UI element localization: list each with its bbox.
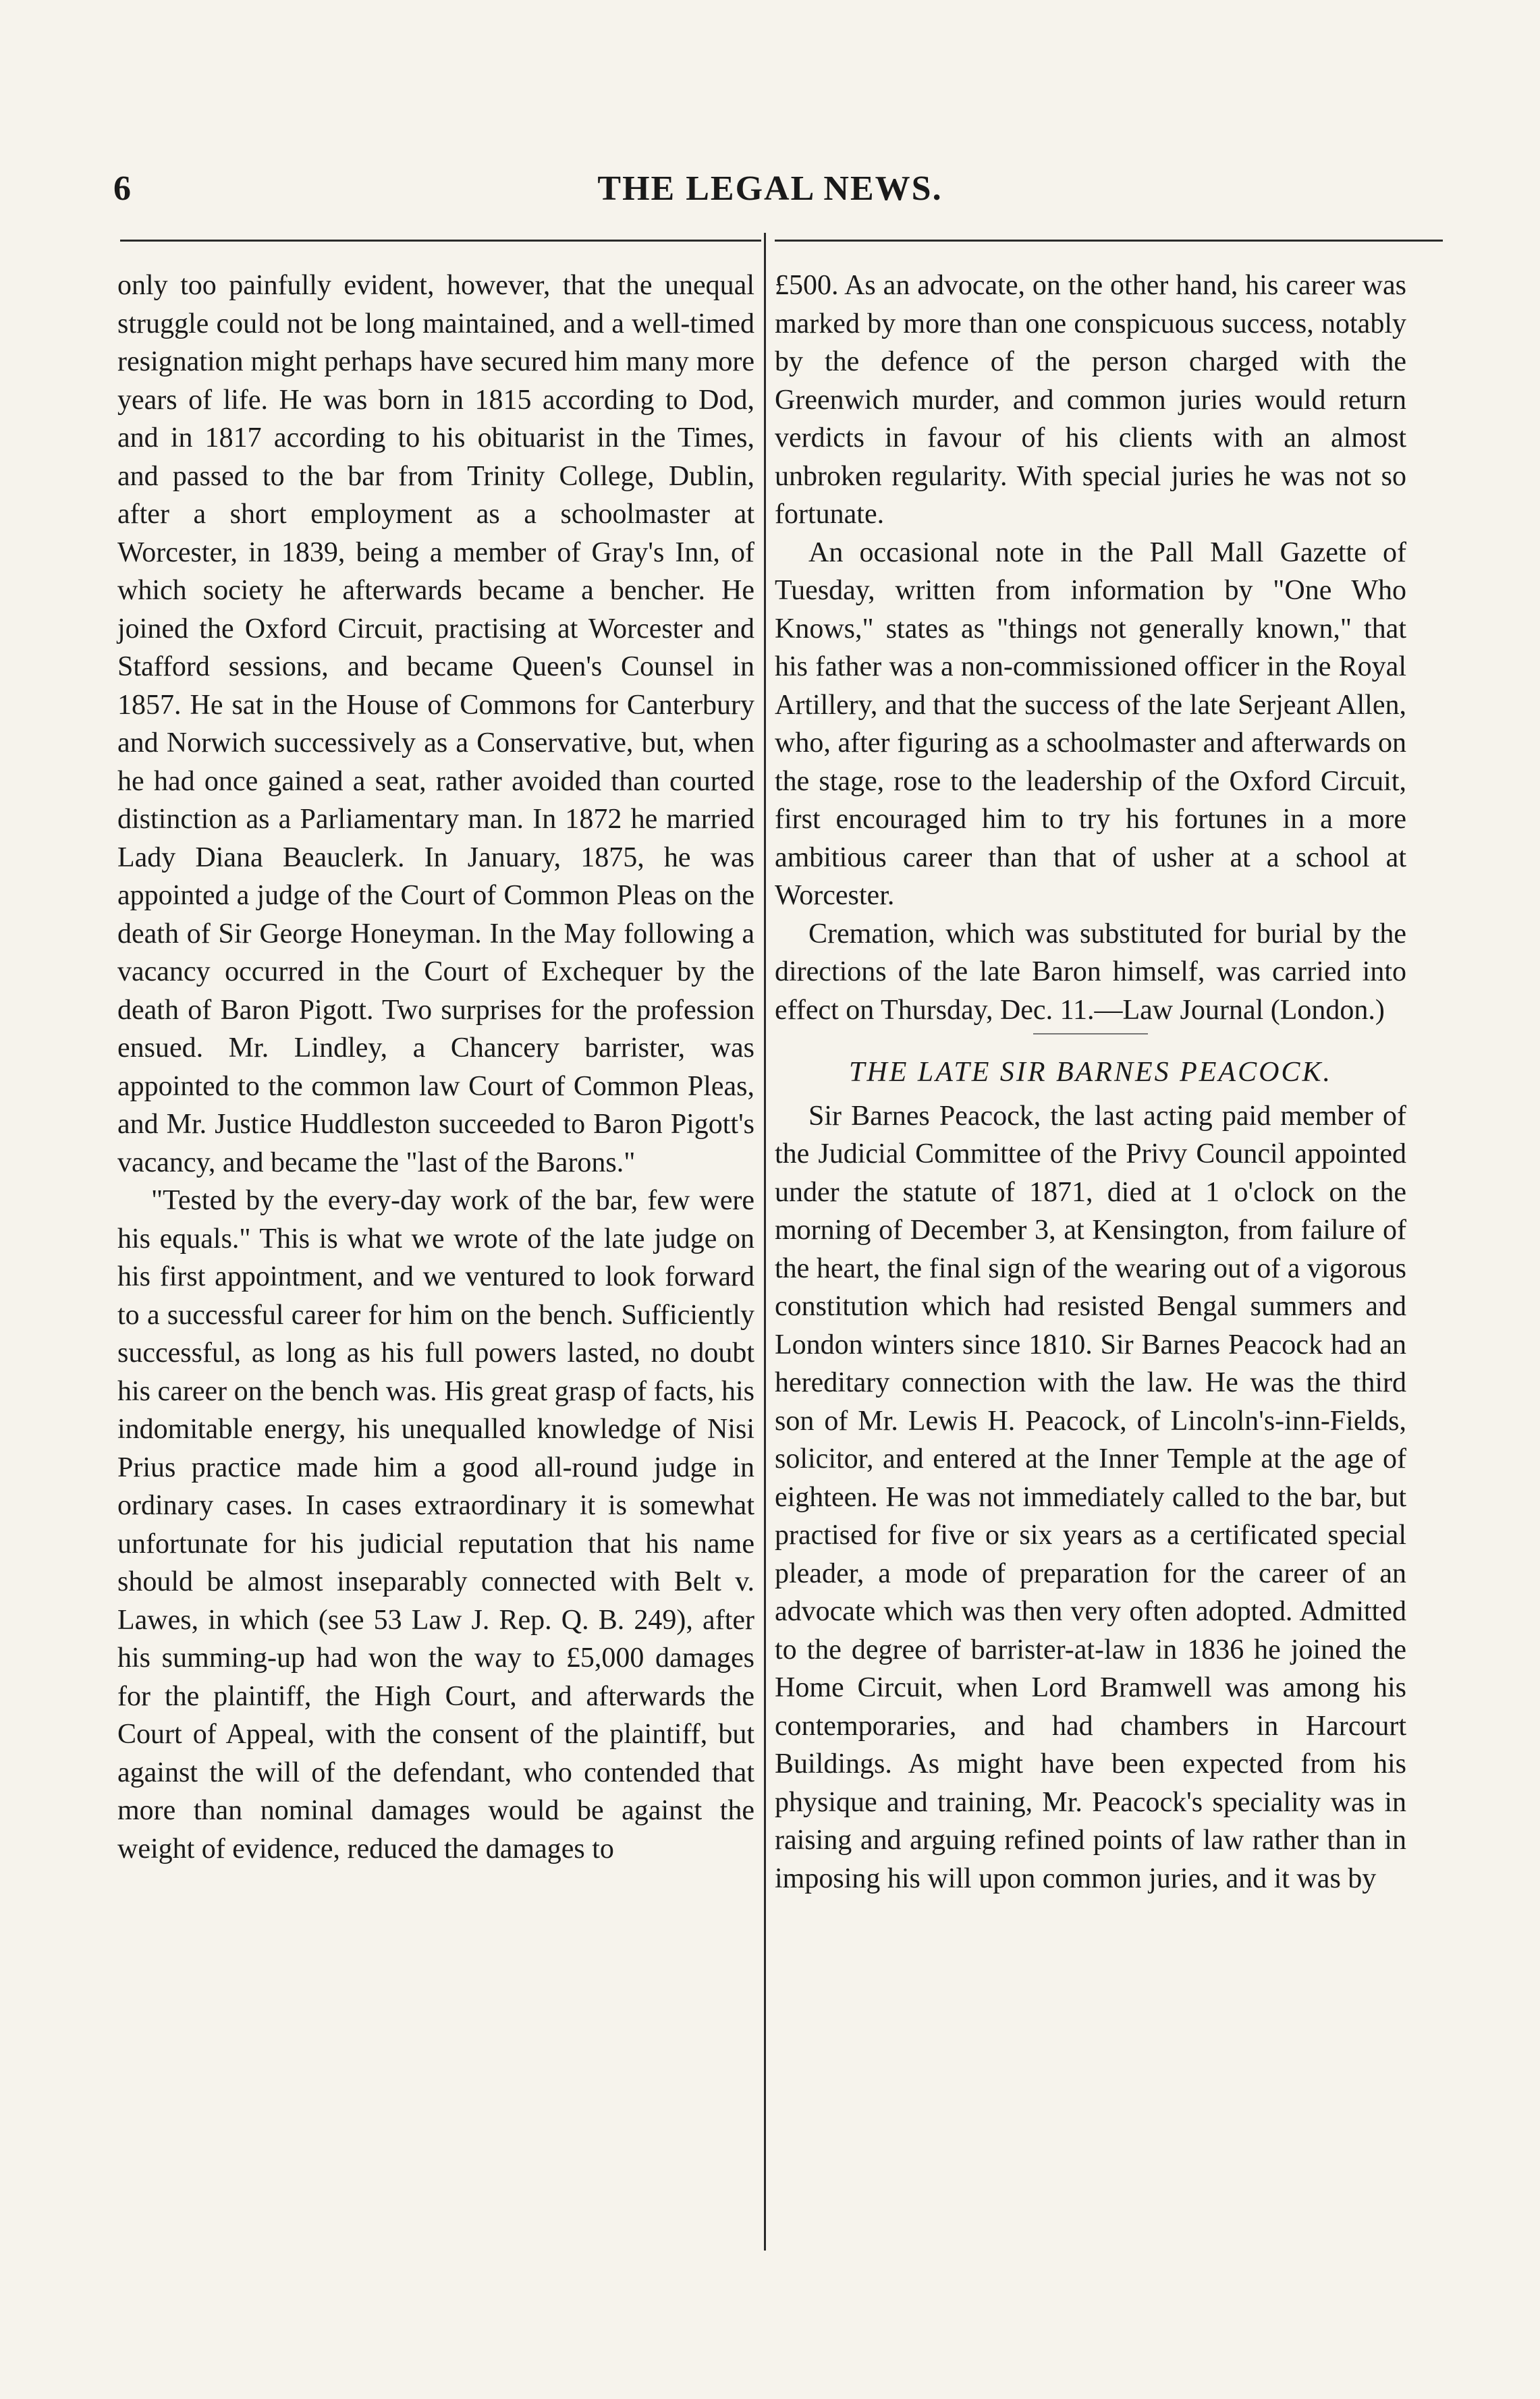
header-rule-left — [120, 240, 761, 242]
paragraph: £500. As an advocate, on the other hand, his career was marked by more than one conspicuous success, notably by the defence of the person charged with the Greenwich murder, and common juries would return verdicts in favour of his clients with an almost unbroken regularity. With special juries he was not so fortunate. — [775, 270, 1406, 530]
right-column — [775, 267, 1406, 1898]
left-column — [117, 267, 754, 1868]
page-number: 6 — [113, 169, 131, 208]
paragraph: Cremation, which was substituted for burial by the directions of the late Baron himself, was carried into effect on Thursday, Dec. 11.—Law Journal (London.) — [775, 918, 1406, 1026]
paragraph: "Tested by the every-day work of the bar, few were his equals." This is what we wrote of the late judge on his first appointment, and we ventured to look forward to a successful career for him on the bench. Sufficiently successful, as long as his full powers lasted, no doubt his career on the bench was. His great grasp of facts, his indomitable energy, his unequalled knowledge of Nisi Prius practice made him a good all-round judge in ordinary cases. In cases extraordinary it is somewhat unfortunate for his judicial reputation that his name should be almost inseparably connected with Belt v. Lawes, in which (see 53 Law J. Rep. Q. B. 249), after his summing-up had won the way to £5,000 damages for the plaintiff, the High Court, and afterwards the Court of Appeal, with the consent of the plaintiff, but against the will of the defendant, who contended that more than nominal damages would be against the weight of evidence, reduced the damages to — [117, 1185, 754, 1865]
paragraph: Sir Barnes Peacock, the last acting paid member of the Judicial Committee of the Privy Council appointed under the statute of 1871, died at 1 o'clock on the morning of December 3, at Kensington, from failure of the heart, the final sign of the wearing out of a vigorous constitution which had resisted Bengal summers and London winters since 1810. Sir Barnes Peacock had an hereditary connection with the law. He was the third son of Mr. Lewis H. Peacock, of Lincoln's-inn-Fields, solicitor, and entered at the Inner Temple at the age of eighteen. He was not immediately called to the bar, but practised for five or six years as a certificated special pleader, a mode of preparation for the career of an advocate which was then very often adopted. Admitted to the degree of barrister-at-law in 1836 he joined the Home Circuit, when Lord Bramwell was among his contemporaries, and had chambers in Harcourt Buildings. As might have been expected from his physique and training, Mr. Peacock's speciality was in raising and arguing refined points of law rather than in imposing his will upon common juries, and it was by — [775, 1100, 1406, 1894]
section-heading: THE LATE SIR BARNES PEACOCK. — [849, 1057, 1332, 1088]
paragraph: An occasional note in the Pall Mall Gazette of Tuesday, written from information by "One Who Knows," states as "things not generally known," that his father was a non-commissioned officer in the Royal Artillery, and that the success of the late Serjeant Allen, who, after figuring as a schoolmaster and afterwards on the stage, rose to the leadership of the Oxford Circuit, first encouraged him to try his fortunes in a more ambitious career than that of usher at a school at Worcester. — [775, 536, 1406, 911]
running-title: THE LEGAL NEWS. — [597, 169, 943, 208]
column-divider — [764, 233, 766, 2251]
section-separator-rule — [1033, 1033, 1148, 1035]
header-rule-right — [775, 240, 1443, 242]
paragraph: only too painfully evident, however, that the unequal struggle could not be long maintained, and a well-timed resignation might perhaps have secured him many more years of life. He was born in 1815 according to Dod, and in 1817 according to his obituarist in the Times, and passed to the bar from Trinity College, Dublin, after a short employment as a schoolmaster at Worcester, in 1839, being a member of Gray's Inn, of which society he afterwards became a bencher. He joined the Oxford Circuit, practising at Worcester and Stafford sessions, and became Queen's Counsel in 1857. He sat in the House of Commons for Canterbury and Norwich successively as a Conservative, but, when he had once gained a seat, rather avoided than courted distinction as a Parliamentary man. In 1872 he married Lady Diana Beauclerk. In January, 1875, he was appointed a judge of the Court of Common Pleas on the death of Sir George Honeyman. In the May following a vacancy occurred in the Court of Exchequer by the death of Baron Pigott. Two surprises for the profession ensued. Mr. Lindley, a Chancery barrister, was appointed to the common law Court of Common Pleas, and Mr. Justice Huddleston succeeded to Baron Pigott's vacancy, and became the "last of the Barons." — [117, 270, 754, 1178]
